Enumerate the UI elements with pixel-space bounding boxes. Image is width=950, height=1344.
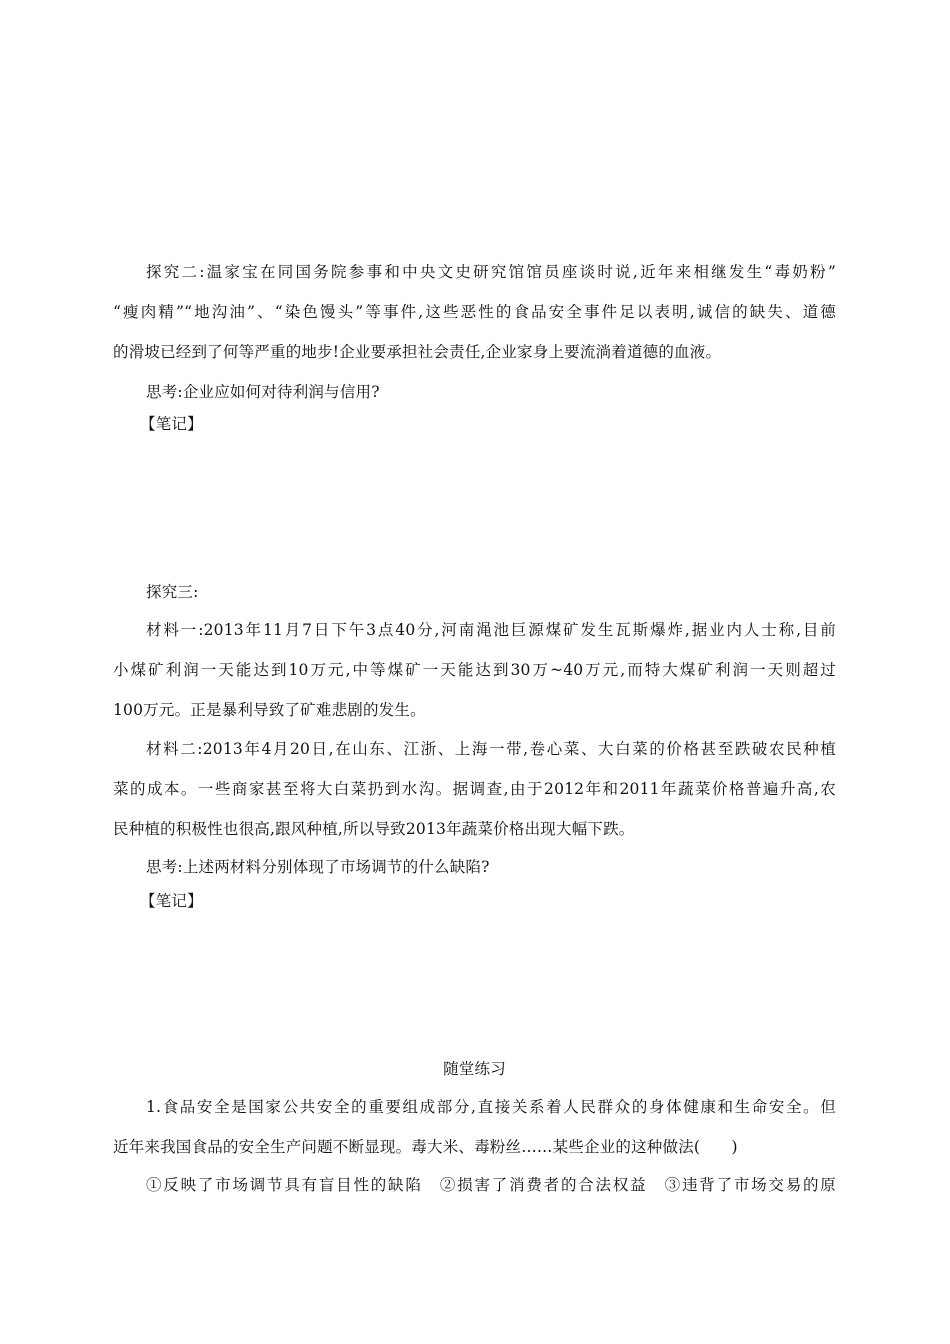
practice-question-1-options: ①反映了市场调节具有盲目性的缺陷 ②损害了消费者的合法权益 ③违背了市场交易的原 [146, 1176, 836, 1194]
inquiry-3-material-1-line-2: 小煤矿利润一天能达到10万元,中等煤矿一天能达到30万~40万元,而特大煤矿利润一天则超过 [113, 661, 836, 679]
inquiry-3-notes-label: 【笔记】 [140, 892, 203, 910]
inquiry-3-material-1-line-3: 100万元。正是暴利导致了矿难悲剧的发生。 [113, 701, 426, 719]
inquiry-2-question: 思考:企业应如何对待利润与信用? [146, 383, 380, 401]
inquiry-2-line-2: “瘦肉精”“地沟油”、“染色馒头”等事件,这些恶性的食品安全事件足以表明,诚信的缺失、道德 [113, 303, 836, 321]
inquiry-3-question: 思考:上述两材料分别体现了市场调节的什么缺陷? [146, 858, 490, 876]
inquiry-3-material-2-line-2: 菜的成本。一些商家甚至将大白菜扔到水沟。据调查,由于2012年和2011年蔬菜价格普遍升高,农 [113, 780, 836, 798]
practice-question-1-line-1: 1.食品安全是国家公共安全的重要组成部分,直接关系着人民群众的身体健康和生命安全。但 [146, 1098, 836, 1116]
inquiry-2-line-3: 的滑坡已经到了何等严重的地步!企业要承担社会责任,企业家身上要流淌着道德的血液。 [113, 343, 722, 361]
inquiry-3-material-2-line-3: 民种植的积极性也很高,跟风种植,所以导致2013年蔬菜价格出现大幅下跌。 [113, 820, 635, 838]
inquiry-2-notes-label: 【笔记】 [140, 415, 203, 433]
inquiry-3-material-2-line-1: 材料二:2013年4月20日,在山东、江浙、上海一带,卷心菜、大白菜的价格甚至跌破农民种植 [146, 740, 836, 758]
inquiry-2-line-1: 探究二:温家宝在同国务院参事和中央文史研究馆馆员座谈时说,近年来相继发生“毒奶粉” [146, 263, 836, 281]
practice-heading: 随堂练习 [443, 1060, 506, 1078]
practice-question-1-line-2: 近年来我国食品的安全生产问题不断显现。毒大米、毒粉丝……某些企业的这种做法( ) [113, 1138, 738, 1156]
inquiry-3-material-1-line-1: 材料一:2013年11月7日下午3点40分,河南渑池巨源煤矿发生瓦斯爆炸,据业内人士称,目前 [146, 621, 836, 639]
inquiry-3-heading: 探究三: [146, 583, 199, 601]
